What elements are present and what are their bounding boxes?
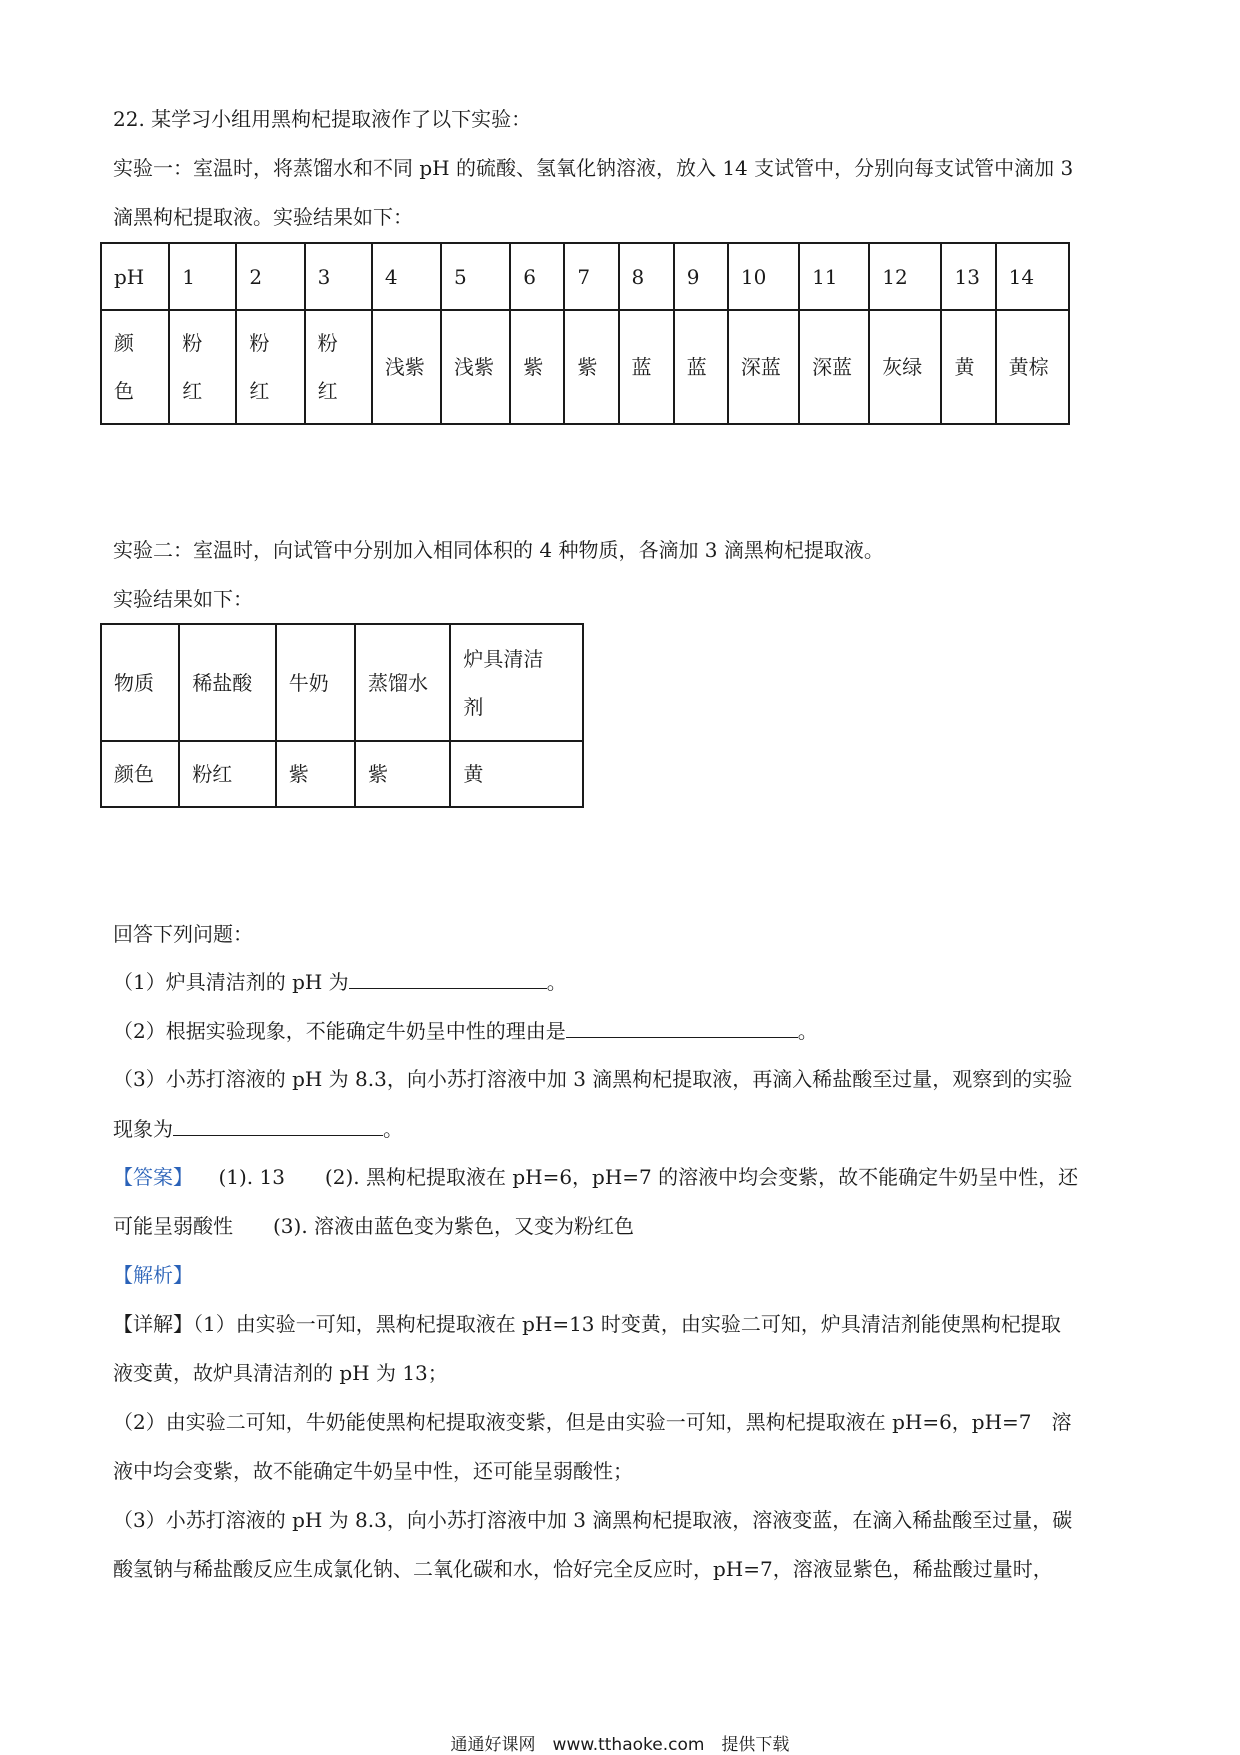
color-cell: 黄 — [941, 310, 995, 424]
answer-blank-3 — [173, 1115, 383, 1136]
detail-tag: 【详解】 — [113, 1312, 193, 1336]
ph-cell: 12 — [869, 243, 941, 310]
question-2 — [113, 1017, 818, 1044]
answer-line1 — [113, 1164, 1078, 1190]
experiment1-line1: 实验一：室温时，将蒸馏水和不同 pH 的硫酸、氢氧化钠溶液，放入 14 支试管中，分别向每支试管中滴加 3 — [113, 156, 1074, 180]
ph-cell: 10 — [728, 243, 799, 310]
question-2-text: （2）根据实验现象，不能确定牛奶呈中性的理由是 — [113, 1019, 566, 1043]
color-cell: 紫 — [276, 741, 355, 807]
analysis-p3-line2: 酸氢钠与稀盐酸反应生成氯化钠、二氧化碳和水，恰好完全反应时，pH=7，溶液显紫色，稀盐酸过量时， — [113, 1557, 1053, 1581]
ph-header-cell: pH — [101, 243, 169, 310]
substance-row — [101, 624, 583, 741]
color-cell: 紫 — [564, 310, 618, 424]
color-cell: 黄 — [450, 741, 583, 807]
answer-blank-1 — [349, 968, 547, 989]
color-cell: 黄棕 — [996, 310, 1069, 424]
ph-cell: 2 — [236, 243, 304, 310]
ph-cell: 7 — [564, 243, 618, 310]
color-cell — [236, 310, 304, 424]
color-cell: 浅紫 — [441, 310, 510, 424]
color-char: 粉 — [182, 331, 203, 355]
analysis-p1-line1 — [113, 1311, 1061, 1337]
answer-tag: 【答案】 — [113, 1165, 193, 1189]
ph-cell: 14 — [996, 243, 1069, 310]
ph-cell: 5 — [441, 243, 510, 310]
color-char: 红 — [317, 379, 338, 403]
question-3-line2 — [113, 1115, 403, 1142]
question-title: 22. 某学习小组用黑枸杞提取液作了以下实验： — [113, 107, 532, 131]
substance-cell: 蒸馏水 — [355, 624, 450, 741]
ph-cell: 3 — [305, 243, 372, 310]
analysis-p1-line2: 液变黄，故炉具清洁剂的 pH 为 13； — [113, 1361, 448, 1385]
substance-header-cell: 物质 — [101, 624, 179, 741]
analysis-p3-line1: （3）小苏打溶液的 pH 为 8.3，向小苏打溶液中加 3 滴黑枸杞提取液，溶液变蓝，在滴入稀盐酸至过量，碳 — [113, 1508, 1073, 1532]
experiment2-line2: 实验结果如下： — [113, 587, 253, 611]
color-cell: 深蓝 — [728, 310, 799, 424]
answer-line2: 可能呈弱酸性 (3). 溶液由蓝色变为紫色，又变为粉红色 — [113, 1214, 635, 1238]
question-2-end: 。 — [797, 1019, 818, 1043]
color-cell: 蓝 — [619, 310, 674, 424]
substance-cell — [450, 624, 583, 741]
question-1-end: 。 — [546, 970, 567, 994]
analysis-p2-line1: （2）由实验二可知，牛奶能使黑枸杞提取液变紫，但是由实验一可知，黑枸杞提取液在 pH=6，pH=7 溶 — [113, 1410, 1072, 1434]
color-cell: 深蓝 — [799, 310, 869, 424]
color-cell — [305, 310, 372, 424]
color-char: 红 — [249, 379, 270, 403]
footer-source: 通通好课网 www.tthaoke.com 提供下载 — [450, 1735, 790, 1755]
color-char: 红 — [182, 379, 203, 403]
analysis-p1-text: （1）由实验一可知，黑枸杞提取液在 pH=13 时变黄，由实验二可知，炉具清洁剂能使黑枸杞提取 — [193, 1312, 1061, 1336]
color-header-char: 色 — [114, 379, 134, 403]
substance-text: 剂 — [463, 694, 484, 719]
question-3-line1: （3）小苏打溶液的 pH 为 8.3，向小苏打溶液中加 3 滴黑枸杞提取液，再滴入稀盐酸至过量，观察到的实验 — [113, 1067, 1073, 1091]
ph-cell: 13 — [941, 243, 995, 310]
color-cell: 紫 — [355, 741, 450, 807]
color-char: 粉 — [317, 331, 338, 355]
ph-row — [101, 243, 1069, 310]
ph-color-table — [100, 242, 1070, 425]
analysis-tag: 【解析】 — [113, 1263, 193, 1287]
experiment2-line1: 实验二：室温时，向试管中分别加入相同体积的 4 种物质，各滴加 3 滴黑枸杞提取液。 — [113, 538, 884, 562]
substance-cell: 稀盐酸 — [179, 624, 275, 741]
color-cell — [169, 310, 236, 424]
ph-cell: 1 — [169, 243, 236, 310]
color-char: 粉 — [249, 331, 270, 355]
color-cell: 蓝 — [674, 310, 728, 424]
substance-text: 炉具清洁 — [463, 646, 544, 671]
question-1-text: （1）炉具清洁剂的 pH 为 — [113, 970, 349, 994]
substance-cell: 牛奶 — [276, 624, 355, 741]
answer-blank-2 — [566, 1017, 798, 1038]
color-header-cell: 颜色 — [101, 741, 179, 807]
color-cell: 紫 — [510, 310, 564, 424]
substance-color-row — [101, 741, 583, 807]
color-cell: 浅紫 — [372, 310, 441, 424]
color-cell: 粉红 — [179, 741, 275, 807]
ph-cell: 8 — [619, 243, 674, 310]
ph-cell: 9 — [674, 243, 728, 310]
analysis-p2-line2: 液中均会变紫，故不能确定牛奶呈中性，还可能呈弱酸性； — [113, 1459, 633, 1483]
color-header-char: 颜 — [114, 331, 134, 355]
ph-cell: 11 — [799, 243, 869, 310]
question-3-text: 现象为 — [113, 1117, 173, 1141]
color-cell: 灰绿 — [869, 310, 941, 424]
questions-intro: 回答下列问题： — [113, 922, 253, 946]
answer-text: (1). 13 (2). 黑枸杞提取液在 pH=6，pH=7 的溶液中均会变紫，故不能确定牛奶呈中性，还 — [218, 1165, 1079, 1189]
question-1 — [113, 968, 567, 995]
substance-color-table — [100, 623, 584, 808]
color-row — [101, 310, 1069, 424]
ph-cell: 6 — [510, 243, 564, 310]
question-3-end: 。 — [383, 1117, 403, 1141]
color-header-cell — [101, 310, 169, 424]
ph-cell: 4 — [372, 243, 441, 310]
experiment1-line2: 滴黑枸杞提取液。实验结果如下： — [113, 205, 413, 229]
